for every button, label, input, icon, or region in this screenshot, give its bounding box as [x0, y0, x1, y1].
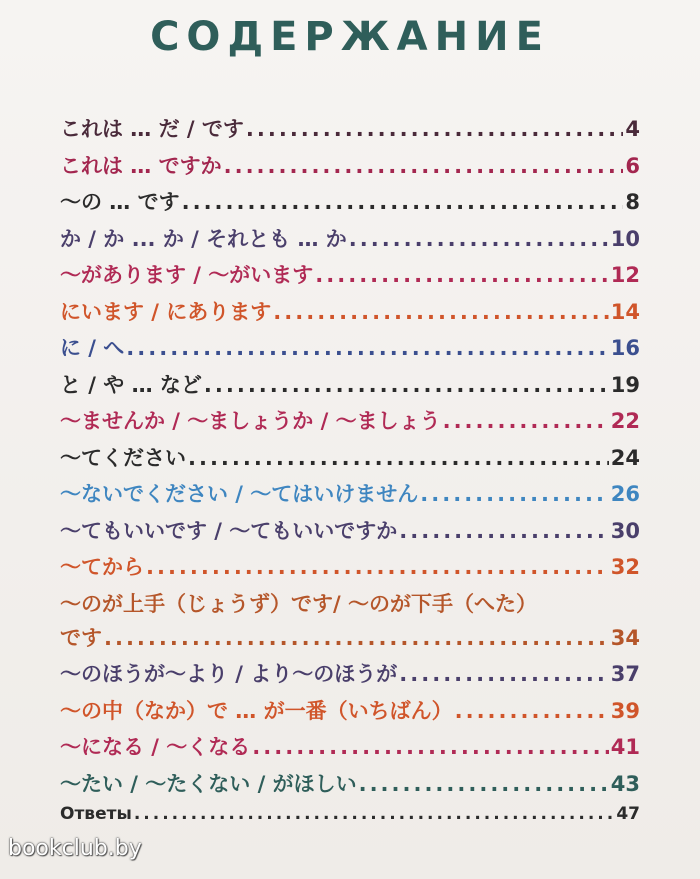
- dot-leader: [204, 373, 609, 397]
- toc-entry-page: 39: [610, 698, 640, 723]
- toc-entry-label: これは … だ / です: [60, 117, 244, 141]
- toc-entry-page: 4: [625, 117, 640, 141]
- toc-entry[interactable]: [60, 113, 640, 150]
- dot-leader: [455, 699, 609, 723]
- toc-entry-page: 41: [610, 735, 640, 759]
- dot-leader: [420, 482, 608, 506]
- toc-entry-page: 19: [610, 372, 640, 397]
- toc-entry-page: 24: [610, 445, 640, 470]
- toc-entry-page: 10: [610, 226, 640, 251]
- toc-entry-label: 〜があります / 〜がいます: [60, 263, 314, 287]
- toc-entry-label: に / へ: [60, 336, 125, 360]
- dot-leader: [126, 336, 608, 360]
- toc-entry[interactable]: [60, 223, 640, 260]
- toc-entry-label: これは … ですか: [60, 153, 222, 178]
- toc-entry-label: と / や … など: [60, 372, 202, 397]
- toc-entry-label: 〜のほうが〜より / より〜のほうが: [60, 662, 398, 686]
- dot-leader: [146, 555, 609, 579]
- dot-leader: [134, 804, 615, 824]
- dot-leader: [359, 772, 609, 796]
- dot-leader: [399, 519, 608, 543]
- watermark: bookclub.by: [8, 836, 142, 861]
- toc-entry[interactable]: [60, 296, 640, 333]
- toc-entry[interactable]: [60, 804, 640, 841]
- dot-leader: [224, 154, 624, 178]
- toc-entry-label: 〜てもいいです / 〜てもいいですか: [60, 518, 398, 543]
- toc-entry[interactable]: [60, 731, 640, 768]
- toc-entry-page: 16: [610, 336, 640, 360]
- toc-entry-label: か / か ... か / それとも … か: [60, 226, 347, 251]
- toc-entry[interactable]: [60, 478, 640, 515]
- toc-entry[interactable]: [60, 186, 640, 223]
- toc-entry-continuation[interactable]: [60, 622, 640, 659]
- dot-leader: [273, 300, 608, 324]
- toc-entry[interactable]: [60, 695, 640, 732]
- toc-entry-label: です: [60, 625, 102, 650]
- toc-entry-page: 30: [610, 518, 640, 543]
- toc-entry-page: 6: [625, 153, 640, 178]
- toc-entry-page: 26: [610, 482, 640, 506]
- toc-entry-label: 〜たい / 〜たくない / がほしい: [60, 771, 357, 796]
- dot-leader: [315, 263, 608, 287]
- toc-entry-page: 14: [610, 299, 640, 324]
- toc-entry[interactable]: [60, 405, 640, 442]
- toc-entry-label: 〜のが上手（じょうず）です/ 〜のが下手（へた）: [60, 591, 537, 616]
- toc-entry[interactable]: [60, 768, 640, 805]
- toc-entry-label: 〜てから: [60, 555, 144, 579]
- toc-entry-label: 〜ないでください / 〜てはいけません: [60, 482, 419, 506]
- table-of-contents: [60, 113, 640, 841]
- dot-leader: [443, 409, 609, 433]
- toc-entry-page: 43: [610, 771, 640, 796]
- page-title: СОДЕРЖАНИЕ: [150, 14, 550, 60]
- toc-entry[interactable]: [60, 442, 640, 479]
- toc-entry-page: 22: [610, 409, 640, 433]
- toc-entry-page: 8: [625, 190, 640, 214]
- toc-entry-label: 〜ませんか / 〜ましょうか / 〜ましょう: [60, 409, 441, 433]
- toc-entry-label: 〜になる / 〜くなる: [60, 735, 251, 759]
- dot-leader: [349, 227, 609, 251]
- dot-leader: [182, 190, 624, 214]
- toc-entry-page: 32: [610, 555, 640, 579]
- toc-entry[interactable]: [60, 551, 640, 588]
- toc-entry[interactable]: [60, 369, 640, 406]
- dot-leader: [188, 446, 609, 470]
- toc-entry[interactable]: [60, 515, 640, 552]
- toc-entry[interactable]: [60, 588, 640, 622]
- toc-entry-page: 34: [610, 625, 640, 650]
- dot-leader: [399, 662, 608, 686]
- toc-entry[interactable]: [60, 150, 640, 187]
- dot-leader: [246, 117, 623, 141]
- toc-entry-page: 47: [616, 804, 640, 824]
- toc-entry[interactable]: [60, 259, 640, 296]
- toc-entry[interactable]: [60, 658, 640, 695]
- toc-entry[interactable]: [60, 332, 640, 369]
- dot-leader: [252, 735, 608, 759]
- dot-leader: [104, 626, 609, 650]
- toc-entry-label: Ответы: [60, 804, 132, 824]
- toc-entry-label: にいます / にあります: [60, 299, 272, 324]
- toc-entry-label: 〜てください: [60, 445, 186, 470]
- toc-entry-page: 12: [610, 263, 640, 287]
- toc-entry-label: 〜の … です: [60, 190, 180, 214]
- toc-entry-page: 37: [610, 662, 640, 686]
- toc-entry-label: 〜の中（なか）で … が一番（いちばん）: [60, 698, 453, 723]
